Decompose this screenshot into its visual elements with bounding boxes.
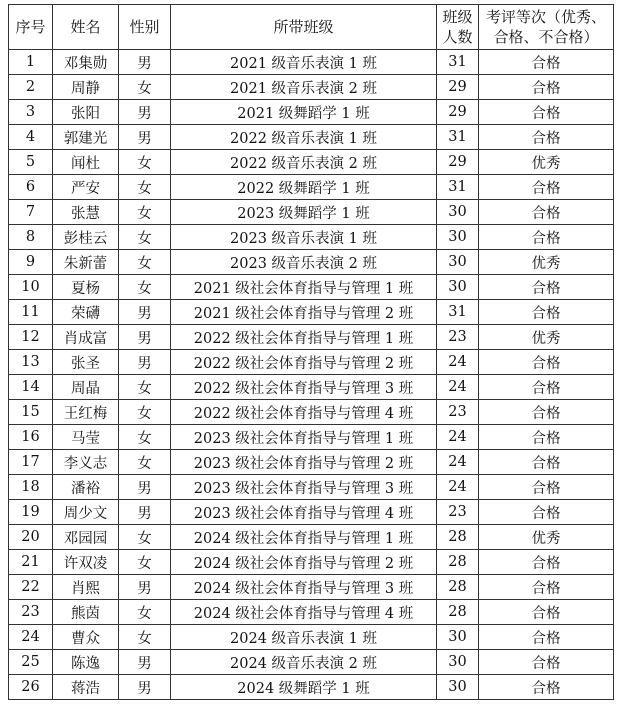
cell-gender: 男: [119, 350, 171, 375]
cell-gender: 女: [119, 275, 171, 300]
cell-rating: 合格: [479, 650, 614, 675]
cell-name: 严安: [53, 175, 119, 200]
cell-rating: 合格: [479, 575, 614, 600]
cell-rating: 合格: [479, 300, 614, 325]
cell-name: 周少文: [53, 500, 119, 525]
cell-class: 2022 级社会体育指导与管理 2 班: [171, 350, 437, 375]
cell-name: 马莹: [53, 425, 119, 450]
cell-class-size: 28: [437, 550, 479, 575]
cell-class: 2024 级社会体育指导与管理 4 班: [171, 600, 437, 625]
cell-index: 3: [9, 100, 53, 125]
cell-gender: 男: [119, 675, 171, 700]
cell-class: 2022 级社会体育指导与管理 4 班: [171, 400, 437, 425]
cell-name: 张慧: [53, 200, 119, 225]
cell-class-size: 30: [437, 275, 479, 300]
cell-gender: 男: [119, 300, 171, 325]
evaluation-table: [8, 4, 614, 700]
cell-rating: 合格: [479, 200, 614, 225]
cell-index: 5: [9, 150, 53, 175]
header-class: 所带班级: [171, 5, 437, 50]
cell-class-size: 24: [437, 475, 479, 500]
table-row: [9, 225, 614, 250]
cell-class: 2023 级社会体育指导与管理 1 班: [171, 425, 437, 450]
header-gender: 性别: [119, 5, 171, 50]
table-row: [9, 650, 614, 675]
cell-class-size: 30: [437, 250, 479, 275]
cell-rating: 优秀: [479, 525, 614, 550]
cell-class: 2024 级舞蹈学 1 班: [171, 675, 437, 700]
cell-name: 许双凌: [53, 550, 119, 575]
cell-gender: 女: [119, 425, 171, 450]
cell-index: 15: [9, 400, 53, 425]
cell-index: 14: [9, 375, 53, 400]
table-row: [9, 450, 614, 475]
cell-gender: 女: [119, 175, 171, 200]
cell-class: 2023 级社会体育指导与管理 3 班: [171, 475, 437, 500]
cell-class: 2023 级舞蹈学 1 班: [171, 200, 437, 225]
document-page: [8, 4, 614, 700]
cell-index: 20: [9, 525, 53, 550]
cell-rating: 合格: [479, 225, 614, 250]
cell-gender: 女: [119, 550, 171, 575]
cell-index: 11: [9, 300, 53, 325]
table-row: [9, 675, 614, 700]
cell-rating: 合格: [479, 500, 614, 525]
cell-rating: 优秀: [479, 250, 614, 275]
table-row: [9, 50, 614, 75]
table-row: [9, 600, 614, 625]
cell-gender: 女: [119, 400, 171, 425]
cell-gender: 男: [119, 125, 171, 150]
table-row: [9, 150, 614, 175]
cell-name: 张圣: [53, 350, 119, 375]
cell-index: 6: [9, 175, 53, 200]
cell-class-size: 28: [437, 525, 479, 550]
cell-index: 23: [9, 600, 53, 625]
cell-gender: 男: [119, 500, 171, 525]
table-row: [9, 425, 614, 450]
cell-name: 肖熙: [53, 575, 119, 600]
cell-class: 2024 级社会体育指导与管理 2 班: [171, 550, 437, 575]
cell-index: 8: [9, 225, 53, 250]
cell-class-size: 31: [437, 50, 479, 75]
cell-gender: 女: [119, 150, 171, 175]
cell-class: 2023 级音乐表演 1 班: [171, 225, 437, 250]
cell-class: 2023 级音乐表演 2 班: [171, 250, 437, 275]
header-rating: 考评等次（优秀、合格、不合格）: [479, 5, 614, 50]
cell-index: 16: [9, 425, 53, 450]
cell-rating: 合格: [479, 425, 614, 450]
cell-class-size: 30: [437, 200, 479, 225]
header-class-size: 班级人数: [437, 5, 479, 50]
cell-rating: 合格: [479, 475, 614, 500]
cell-name: 荣礴: [53, 300, 119, 325]
cell-class: 2022 级舞蹈学 1 班: [171, 175, 437, 200]
cell-gender: 男: [119, 50, 171, 75]
cell-gender: 女: [119, 450, 171, 475]
cell-gender: 男: [119, 475, 171, 500]
cell-class-size: 31: [437, 125, 479, 150]
cell-name: 陈逸: [53, 650, 119, 675]
cell-gender: 男: [119, 325, 171, 350]
cell-class-size: 23: [437, 400, 479, 425]
table-row: [9, 375, 614, 400]
cell-class: 2023 级社会体育指导与管理 4 班: [171, 500, 437, 525]
table-row: [9, 575, 614, 600]
cell-index: 18: [9, 475, 53, 500]
header-name: 姓名: [53, 5, 119, 50]
cell-name: 李义志: [53, 450, 119, 475]
table-body: [9, 50, 614, 700]
table-row: [9, 475, 614, 500]
cell-rating: 优秀: [479, 150, 614, 175]
cell-class-size: 28: [437, 575, 479, 600]
cell-rating: 合格: [479, 350, 614, 375]
cell-class-size: 30: [437, 625, 479, 650]
table-row: [9, 125, 614, 150]
cell-class-size: 29: [437, 150, 479, 175]
cell-index: 12: [9, 325, 53, 350]
cell-rating: 合格: [479, 125, 614, 150]
cell-gender: 女: [119, 600, 171, 625]
cell-index: 25: [9, 650, 53, 675]
table-row: [9, 100, 614, 125]
cell-index: 4: [9, 125, 53, 150]
cell-class-size: 28: [437, 600, 479, 625]
cell-class: 2021 级音乐表演 1 班: [171, 50, 437, 75]
table-row: [9, 75, 614, 100]
table-row: [9, 500, 614, 525]
cell-index: 19: [9, 500, 53, 525]
cell-class-size: 24: [437, 375, 479, 400]
table-row: [9, 250, 614, 275]
cell-name: 张阳: [53, 100, 119, 125]
cell-class: 2021 级社会体育指导与管理 1 班: [171, 275, 437, 300]
cell-name: 蒋浩: [53, 675, 119, 700]
cell-class-size: 24: [437, 350, 479, 375]
cell-class: 2022 级音乐表演 2 班: [171, 150, 437, 175]
cell-rating: 合格: [479, 600, 614, 625]
cell-class-size: 31: [437, 175, 479, 200]
cell-name: 周静: [53, 75, 119, 100]
cell-gender: 女: [119, 225, 171, 250]
cell-class: 2022 级社会体育指导与管理 1 班: [171, 325, 437, 350]
cell-rating: 合格: [479, 550, 614, 575]
table-row: [9, 525, 614, 550]
cell-index: 22: [9, 575, 53, 600]
cell-name: 王红梅: [53, 400, 119, 425]
cell-index: 13: [9, 350, 53, 375]
table-row: [9, 350, 614, 375]
cell-gender: 女: [119, 375, 171, 400]
cell-index: 24: [9, 625, 53, 650]
cell-class-size: 30: [437, 650, 479, 675]
cell-class-size: 23: [437, 500, 479, 525]
cell-gender: 女: [119, 250, 171, 275]
cell-gender: 女: [119, 75, 171, 100]
cell-name: 郭建光: [53, 125, 119, 150]
cell-name: 夏杨: [53, 275, 119, 300]
cell-rating: 合格: [479, 400, 614, 425]
header-row: [9, 5, 614, 50]
cell-gender: 女: [119, 625, 171, 650]
cell-name: 朱新蕾: [53, 250, 119, 275]
cell-rating: 合格: [479, 100, 614, 125]
cell-name: 熊茵: [53, 600, 119, 625]
cell-name: 闻杜: [53, 150, 119, 175]
table-row: [9, 200, 614, 225]
cell-index: 2: [9, 75, 53, 100]
cell-index: 26: [9, 675, 53, 700]
table-row: [9, 625, 614, 650]
cell-class: 2022 级音乐表演 1 班: [171, 125, 437, 150]
table-row: [9, 175, 614, 200]
cell-index: 21: [9, 550, 53, 575]
table-row: [9, 325, 614, 350]
cell-name: 邓园园: [53, 525, 119, 550]
cell-rating: 合格: [479, 75, 614, 100]
cell-class: 2024 级社会体育指导与管理 3 班: [171, 575, 437, 600]
cell-gender: 男: [119, 575, 171, 600]
header-index: 序号: [9, 5, 53, 50]
cell-name: 邓集勋: [53, 50, 119, 75]
cell-index: 17: [9, 450, 53, 475]
cell-name: 彭桂云: [53, 225, 119, 250]
cell-class-size: 23: [437, 325, 479, 350]
cell-rating: 合格: [479, 275, 614, 300]
cell-class: 2021 级舞蹈学 1 班: [171, 100, 437, 125]
cell-rating: 合格: [479, 50, 614, 75]
cell-rating: 合格: [479, 175, 614, 200]
table-row: [9, 300, 614, 325]
cell-rating: 合格: [479, 450, 614, 475]
cell-rating: 优秀: [479, 325, 614, 350]
cell-rating: 合格: [479, 375, 614, 400]
cell-gender: 女: [119, 200, 171, 225]
table-row: [9, 550, 614, 575]
cell-class-size: 29: [437, 100, 479, 125]
cell-class: 2021 级社会体育指导与管理 2 班: [171, 300, 437, 325]
cell-gender: 男: [119, 650, 171, 675]
cell-class: 2021 级音乐表演 2 班: [171, 75, 437, 100]
cell-name: 肖成富: [53, 325, 119, 350]
cell-name: 曹众: [53, 625, 119, 650]
cell-index: 9: [9, 250, 53, 275]
cell-class-size: 30: [437, 675, 479, 700]
cell-class: 2024 级音乐表演 1 班: [171, 625, 437, 650]
cell-class: 2022 级社会体育指导与管理 3 班: [171, 375, 437, 400]
cell-rating: 合格: [479, 625, 614, 650]
cell-gender: 女: [119, 525, 171, 550]
cell-class: 2024 级社会体育指导与管理 1 班: [171, 525, 437, 550]
cell-class-size: 24: [437, 425, 479, 450]
cell-class: 2024 级音乐表演 2 班: [171, 650, 437, 675]
cell-index: 1: [9, 50, 53, 75]
table-row: [9, 400, 614, 425]
cell-index: 7: [9, 200, 53, 225]
cell-class-size: 30: [437, 225, 479, 250]
cell-class-size: 24: [437, 450, 479, 475]
cell-class-size: 29: [437, 75, 479, 100]
cell-index: 10: [9, 275, 53, 300]
cell-class-size: 31: [437, 300, 479, 325]
cell-gender: 男: [119, 100, 171, 125]
cell-class: 2023 级社会体育指导与管理 2 班: [171, 450, 437, 475]
cell-name: 周晶: [53, 375, 119, 400]
cell-name: 潘裕: [53, 475, 119, 500]
cell-rating: 合格: [479, 675, 614, 700]
table-row: [9, 275, 614, 300]
